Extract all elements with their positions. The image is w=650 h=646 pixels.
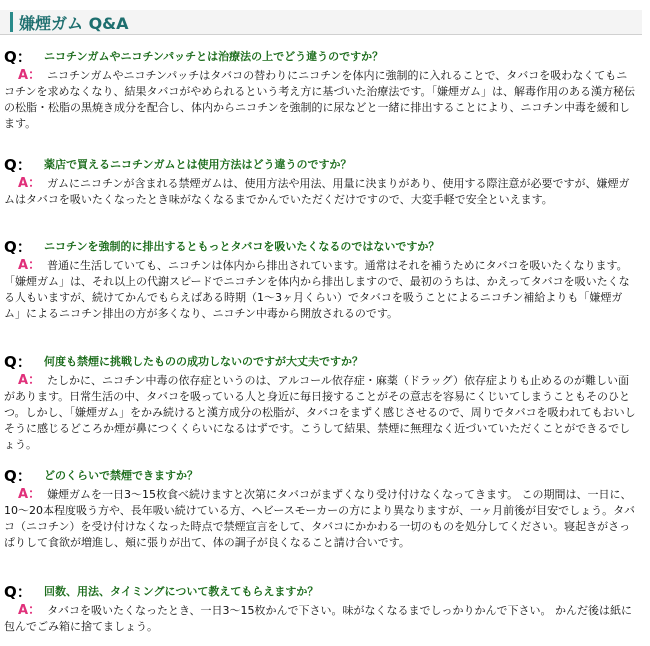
answer-text: たしかに、ニコチン中毒の依存症というのは、アルコール依存症・麻薬（ドラッグ）依存症よりも止めるのが難しい面があります。日常生活の中、タバコを吸っている人と身近に毎日接することがその意志を容易にくじいてしまうこともそのひとつ。しかし、「嫌煙ガム」をかみ続けると漢方成分の松脂が、タバコをまずく感じさせるので、周りでタバコを吸われてもおいしそうに感じるどころか煙が鼻につくくらいになるはずです。こうして結果、禁煙に無理なく近づいていただくことができるでしょう。 xyxy=(4,374,636,451)
answer-text: ニコチンガムやニコチンパッチはタバコの替わりにニコチンを体内に強制的に入れることで、タバコを吸わなくてもニコチンを求めなくなり、結果タバコがやめられるという考え方に基づいた治療法です。「嫌煙ガム」は、解毒作用のある漢方秘伝の松脂・松脂の黒焼き成分を配合し、体内からニコチンを強制的に尿などと一緒に排出することにより、ニコチン中毒を緩和します。 xyxy=(4,69,635,130)
answer-text: タバコを吸いたくなったとき、一日3～15枚かんで下さい。味がなくなるまでしっかりかんで下さい。 かんだ後は紙に包んでごみ箱に捨てましょう。 xyxy=(4,604,633,633)
answer-marker: A： xyxy=(18,258,42,273)
answer-block xyxy=(0,603,642,635)
question-text: 回数、用法、タイミングについて教えてもらえますか？ xyxy=(44,585,319,598)
title-bar xyxy=(0,10,642,35)
question-text: ニコチンガムやニコチンパッチとは治療法の上でどう違うのですか？ xyxy=(44,50,384,63)
question-text: どのくらいで禁煙できますか？ xyxy=(44,469,198,482)
question-text: 何度も禁煙に挑戦したものの成功しないのですが大丈夫ですか？ xyxy=(44,355,363,368)
qa-item-2 xyxy=(0,155,642,208)
question-text: ニコチンを強制的に排出するともっとタバコを吸いたくなるのではないですか？ xyxy=(44,240,440,253)
answer-marker: A： xyxy=(18,603,42,618)
answer-marker: A： xyxy=(18,68,42,83)
title-accent-bar xyxy=(10,12,13,32)
qa-item-1 xyxy=(0,47,642,132)
answer-block xyxy=(0,176,642,208)
page-title: 嫌煙ガム Q&A xyxy=(19,13,129,33)
answer-text: 普通に生活していても、ニコチンは体内から排出されています。通常はそれを補うためにタバコを吸いたくなります。「嫌煙ガム」は、それ以上の代謝スピードでニコチンを体内から排出しますので、最初のうちは、かえってタバコを吸いたくなる人もいますが、続けてかんでもらえばある時期（1～3ヶ月くらい）でタバコを吸うことによるニコチン補給よりも「嫌煙ガム」によるニコチン排出の方が多くなり、ニコチン中毒から開放されるのです。 xyxy=(4,259,630,320)
answer-text: ガムにニコチンが含まれる禁煙ガムは、使用方法や用法、用量に決まりがあり、使用する際注意が必要ですが、嫌煙ガムはタバコを吸いたくなったとき味がなくなるまでかんでいただくだけですので、大変手軽で安全といえます。 xyxy=(4,177,630,206)
qa-item-5 xyxy=(0,466,642,551)
question-marker: Q： xyxy=(4,583,32,601)
answer-marker: A： xyxy=(18,487,42,502)
question-marker: Q： xyxy=(4,467,32,485)
answer-block xyxy=(0,487,642,551)
qa-item-6 xyxy=(0,582,642,635)
qa-item-3 xyxy=(0,237,642,322)
question-marker: Q： xyxy=(4,48,32,66)
answer-marker: A： xyxy=(18,373,42,388)
answer-block xyxy=(0,258,642,322)
question-marker: Q： xyxy=(4,156,32,174)
answer-text: 嫌煙ガムを一日3～15枚食べ続けますと次第にタバコがまずくなり受け付けなくなってきます。 この期間は、一日に、10～20本程度吸う方や、長年吸い続けている方、ヘビースモーカーの方により異なりますが、一ヶ月前後が目安でしょう。タバコ（ニコチン）を受け付けなくなった時点で禁煙宣言をして、タバコにかかわる一切のものを処分してください。寝起きがさっぱりして食欲が増進し、頬に張りが出て、体の調子が良くなること請け合いです。 xyxy=(4,488,636,549)
question-text: 薬店で買えるニコチンガムとは使用方法はどう違うのですか？ xyxy=(44,158,352,171)
answer-block xyxy=(0,373,642,453)
question-marker: Q： xyxy=(4,353,32,371)
answer-marker: A： xyxy=(18,176,42,191)
question-marker: Q： xyxy=(4,238,32,256)
qa-item-4 xyxy=(0,352,642,453)
answer-block xyxy=(0,68,642,132)
